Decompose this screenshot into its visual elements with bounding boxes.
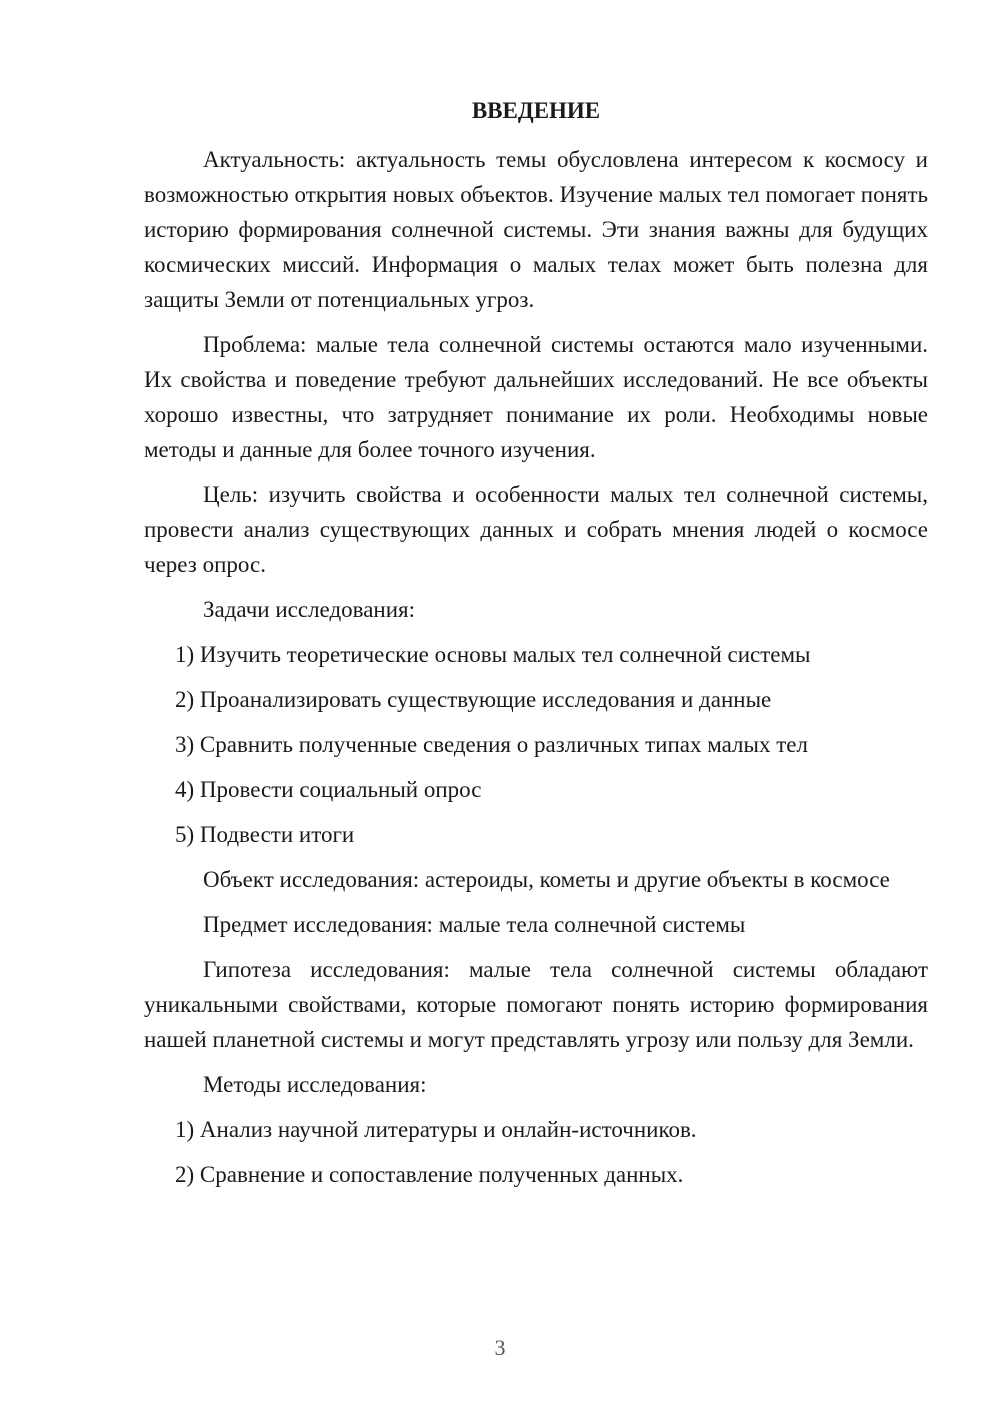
method-item: 2) Сравнение и сопоставление полученных данных. (175, 1162, 684, 1187)
goal-paragraph: Цель: изучить свойства и особенности малых тел солнечной системы, провести анализ существующих данных и собрать мнения людей о космосе через опрос. (144, 482, 928, 577)
methods-heading: Методы исследования: (203, 1072, 427, 1097)
tasks-list (144, 637, 928, 852)
relevance-paragraph: Актуальность: актуальность темы обусловлена интересом к космосу и возможностью открытия новых объектов. Изучение малых тел помогает понять историю формирования солнечной системы. Эти знания важны для будущих космических миссий. Информация о малых телах может быть полезна для защиты Земли от потенциальных угроз. (144, 147, 928, 312)
object-paragraph: Объект исследования: астероиды, кометы и другие объекты в космосе (203, 867, 890, 892)
methods-list (144, 1112, 928, 1192)
task-item: 4) Провести социальный опрос (175, 777, 482, 802)
problem-paragraph: Проблема: малые тела солнечной системы остаются мало изученными. Их свойства и поведение требуют дальнейших исследований. Не все объекты хорошо известны, что затрудняет понимание их роли. Необходимы новые методы и данные для более точного изучения. (144, 332, 928, 462)
task-item: 1) Изучить теоретические основы малых тел солнечной системы (175, 642, 811, 667)
task-item: 5) Подвести итоги (175, 822, 355, 847)
section-title: ВВЕДЕНИЕ (471, 98, 601, 123)
page-content (144, 93, 928, 1202)
tasks-heading: Задачи исследования: (203, 597, 416, 622)
task-item: 2) Проанализировать существующие исследования и данные (175, 687, 772, 712)
task-item: 3) Сравнить полученные сведения о различных типах малых тел (175, 732, 808, 757)
page-number: 3 (494, 1335, 506, 1360)
hypothesis-paragraph: Гипотеза исследования: малые тела солнечной системы обладают уникальными свойствами, которые помогают понять историю формирования нашей планетной системы и могут представлять угрозу или пользу для Земли. (144, 957, 928, 1052)
subject-paragraph: Предмет исследования: малые тела солнечной системы (203, 912, 746, 937)
method-item: 1) Анализ научной литературы и онлайн-источников. (175, 1117, 697, 1142)
